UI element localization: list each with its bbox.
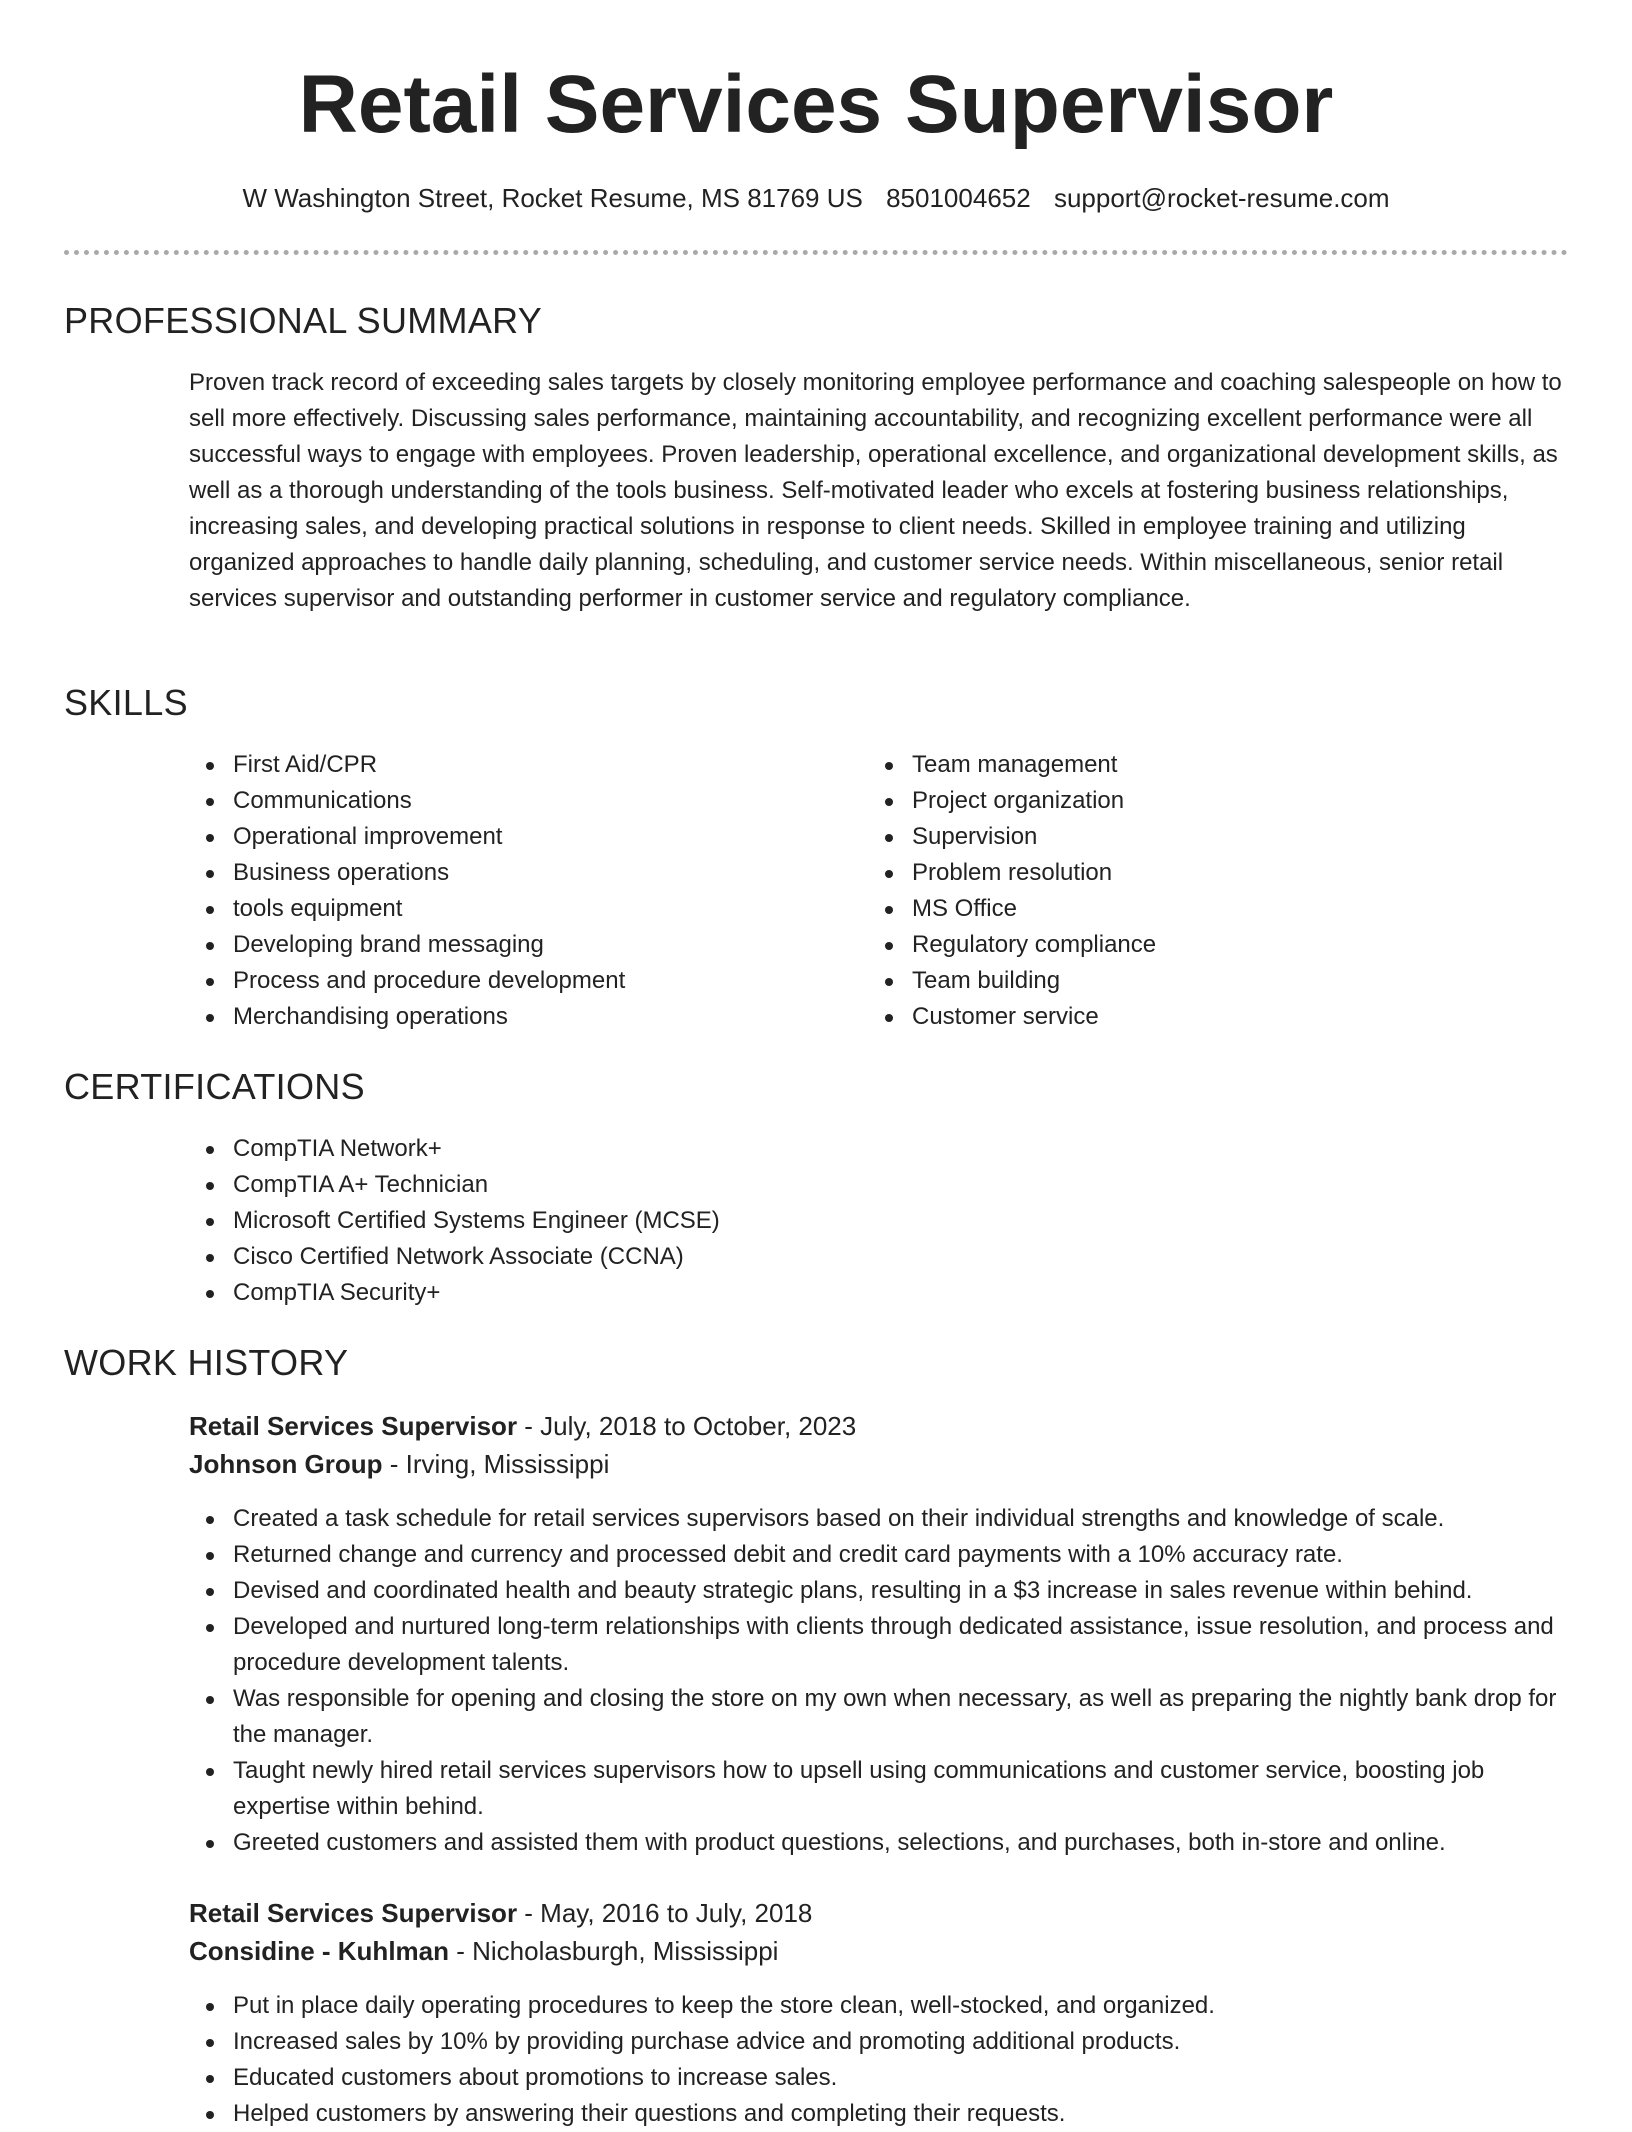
job-title-line <box>189 1894 812 1932</box>
job-role: Retail Services Supervisor <box>189 1411 518 1441</box>
list-item: Operational improvement <box>189 819 849 855</box>
summary-text: Proven track record of exceeding sales targets by closely monitoring employee performance and coaching salespeople on how to sell more effectively. Discussing sales performance, maintaining accountability, and recognizing excellent performance were all successful ways to engage with employees. Proven leadership, operational excellence, and organizational development skills, as well as a thorough understanding of the tools business. Self-motivated leader who excels at fostering business relationships, increasing sales, and developing practical solutions in response to client needs. Skilled in employee training and utilizing organized approaches to handle daily planning, scheduling, and customer service needs. Within miscellaneous, senior retail services supervisor and outstanding performer in customer service and regulatory compliance. <box>189 369 1562 612</box>
contact-line <box>0 180 1632 216</box>
header-divider <box>64 250 1568 255</box>
list-item: Devised and coordinated health and beauty strategic plans, resulting in a $3 increase in sales revenue within behind. <box>189 1573 1569 1609</box>
job-location: - Irving, Mississippi <box>382 1449 610 1479</box>
list-item: Process and procedure development <box>189 963 849 999</box>
list-item: Supervision <box>868 819 1528 855</box>
job-dates: - July, 2018 to October, 2023 <box>517 1411 857 1441</box>
list-item: Developing brand messaging <box>189 927 849 963</box>
job-role: Retail Services Supervisor <box>189 1898 518 1928</box>
list-item: Educated customers about promotions to increase sales. <box>189 2060 1569 2096</box>
list-item: Team building <box>868 963 1528 999</box>
list-item: Was responsible for opening and closing the store on my own when necessary, as well as preparing the nightly bank drop for the manager. <box>189 1681 1569 1753</box>
list-item: Communications <box>189 783 849 819</box>
job-company-line <box>189 1445 609 1483</box>
list-item: Increased sales by 10% by providing purchase advice and promoting additional products. <box>189 2024 1569 2060</box>
skills-list-left <box>189 747 849 1035</box>
job-bullets <box>189 1988 1569 2132</box>
list-item: Project organization <box>868 783 1528 819</box>
list-item: Problem resolution <box>868 855 1528 891</box>
list-item: CompTIA Security+ <box>189 1275 1569 1311</box>
list-item: MS Office <box>868 891 1528 927</box>
list-item: Regulatory compliance <box>868 927 1528 963</box>
list-item: Taught newly hired retail services supervisors how to upsell using communications and customer service, boosting job expertise within behind. <box>189 1753 1569 1825</box>
skills-list-right <box>868 747 1528 1035</box>
section-title-certifications: CERTIFICATIONS <box>64 1066 365 1107</box>
list-item: Customer service <box>868 999 1528 1035</box>
section-title-skills: SKILLS <box>64 682 188 723</box>
section-title-summary: PROFESSIONAL SUMMARY <box>64 300 543 341</box>
job-company-line <box>189 1932 778 1970</box>
contact-phone[interactable]: 8501004652 <box>886 183 1031 213</box>
list-item: Helped customers by answering their questions and completing their requests. <box>189 2096 1569 2132</box>
list-item: CompTIA A+ Technician <box>189 1167 1569 1203</box>
list-item: Created a task schedule for retail services supervisors based on their individual strengths and knowledge of scale. <box>189 1501 1569 1537</box>
list-item: Cisco Certified Network Associate (CCNA) <box>189 1239 1569 1275</box>
list-item: Business operations <box>189 855 849 891</box>
list-item: CompTIA Network+ <box>189 1131 1569 1167</box>
list-item: Returned change and currency and processed debit and credit card payments with a 10% accuracy rate. <box>189 1537 1569 1573</box>
contact-address: W Washington Street, Rocket Resume, MS 81769 US <box>242 183 863 213</box>
list-item: Developed and nurtured long-term relationships with clients through dedicated assistance, issue resolution, and process and procedure development talents. <box>189 1609 1569 1681</box>
job-bullets <box>189 1501 1569 1861</box>
job-company: Johnson Group <box>189 1449 383 1479</box>
job-title-line <box>189 1407 856 1445</box>
resume-title: Retail Services Supervisor <box>298 59 1334 150</box>
job-location: - Nicholasburgh, Mississippi <box>449 1936 779 1966</box>
job-company: Considine - Kuhlman <box>189 1936 449 1966</box>
job-dates: - May, 2016 to July, 2018 <box>517 1898 813 1928</box>
section-title-work-history: WORK HISTORY <box>64 1342 349 1383</box>
list-item: Greeted customers and assisted them with product questions, selections, and purchases, both in-store and online. <box>189 1825 1569 1861</box>
list-item: Team management <box>868 747 1528 783</box>
list-item: tools equipment <box>189 891 849 927</box>
list-item: Put in place daily operating procedures to keep the store clean, well-stocked, and organized. <box>189 1988 1569 2024</box>
list-item: Microsoft Certified Systems Engineer (MCSE) <box>189 1203 1569 1239</box>
list-item: First Aid/CPR <box>189 747 849 783</box>
list-item: Merchandising operations <box>189 999 849 1035</box>
contact-email[interactable]: support@rocket-resume.com <box>1053 183 1390 213</box>
certifications-list <box>189 1131 1569 1311</box>
